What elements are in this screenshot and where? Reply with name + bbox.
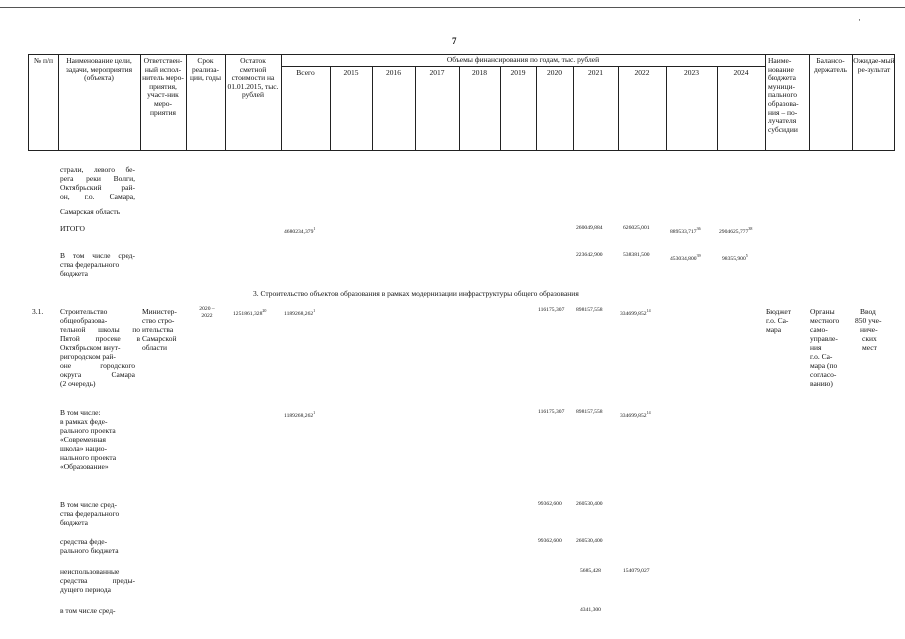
fed-2022: 538381,500 — [623, 252, 650, 258]
header-year-2020: 2020 — [547, 68, 562, 77]
r31-2021: 898157,558 — [576, 307, 603, 313]
header-budget-name: Наиме-нование бюджета муници-пального образова-ния – по-лучателя субсидии — [768, 56, 799, 134]
itogo-total: 4680234,379$^1$ — [284, 226, 316, 235]
r31-remaining: 1251861,328$^{20}$ — [233, 308, 267, 317]
header-year-2024: 2024 — [733, 68, 749, 77]
fed2-2021: 260530,400 — [576, 501, 603, 507]
r31-2022: 334699,852$^{14}$ — [620, 308, 651, 317]
header-holder: Балансо-держатель — [814, 56, 847, 74]
fed-2024: 98355,900$^5$ — [722, 253, 748, 262]
table-header — [28, 54, 895, 151]
r31-total: 1189268,262$^1$ — [284, 308, 316, 317]
itogo-2022: 626025,001 — [623, 225, 650, 231]
fed-2021: 223642,900 — [576, 252, 603, 258]
header-year-2021: 2021 — [588, 68, 603, 77]
header-num: № п/п — [33, 56, 54, 65]
incl-2020: 116175,307 — [538, 409, 565, 415]
fed3-2021: 260530,400 — [576, 538, 603, 544]
row-number: 3.1. — [32, 307, 44, 316]
header-financing: Объемы финансирования по годам, тыс. рублей — [446, 55, 600, 64]
top-border-line — [0, 7, 905, 8]
header-year-2017: 2017 — [429, 68, 445, 77]
unused-2022: 154079,027 — [623, 568, 650, 574]
fed2-2020: 99362,600 — [538, 501, 562, 507]
itogo-label: ИТОГО — [60, 224, 85, 233]
r31-2020: 116175,307 — [538, 307, 565, 313]
last-2021: 4341,300 — [580, 607, 601, 613]
header-year-2016: 2016 — [386, 68, 401, 77]
r31-term: 2020 – 2022 — [199, 306, 215, 319]
header-year-2018: 2018 — [472, 68, 487, 77]
header-total: Всего — [296, 68, 315, 77]
incl-2021: 898157,558 — [576, 409, 603, 415]
header-result: Ожидае-мый ре-зультат — [853, 56, 895, 74]
itogo-2021: 260049,884 — [576, 225, 603, 231]
fed-2023: 453034,800$^{39}$ — [670, 253, 701, 262]
header-name: Наименование цели, задачи, мероприятия (объекта) — [65, 56, 133, 83]
incl-2022: 334699,852$^{14}$ — [620, 410, 651, 419]
fed3-2020: 99362,600 — [538, 538, 562, 544]
header-term: Срок реализа-ции, годы — [189, 56, 222, 83]
header-year-2019: 2019 — [510, 68, 526, 77]
itogo-2023: 889533,717$^{36}$ — [670, 226, 701, 235]
section-title: 3. Строительство объектов образования в рамках модернизации инфраструктуры общего образования — [253, 289, 579, 298]
header-year-2015: 2015 — [343, 68, 359, 77]
unused-2021: 5685,428 — [580, 568, 601, 574]
incl-total: 1189268,262$^1$ — [284, 410, 316, 419]
header-year-2023: 2023 — [684, 68, 699, 77]
header-remaining: Остаток сметной стоимости на 01.01.2015, тыс. рублей — [227, 56, 279, 100]
page-number: 7 — [452, 36, 457, 46]
itogo-2024: 2904625,777$^{38}$ — [719, 226, 753, 235]
header-responsible: Ответствен-ный испол-нитель меро-приятия, участ-ник меро-приятия — [142, 56, 184, 117]
header-year-2022: 2022 — [634, 68, 650, 77]
corner-mark: · — [858, 15, 861, 25]
